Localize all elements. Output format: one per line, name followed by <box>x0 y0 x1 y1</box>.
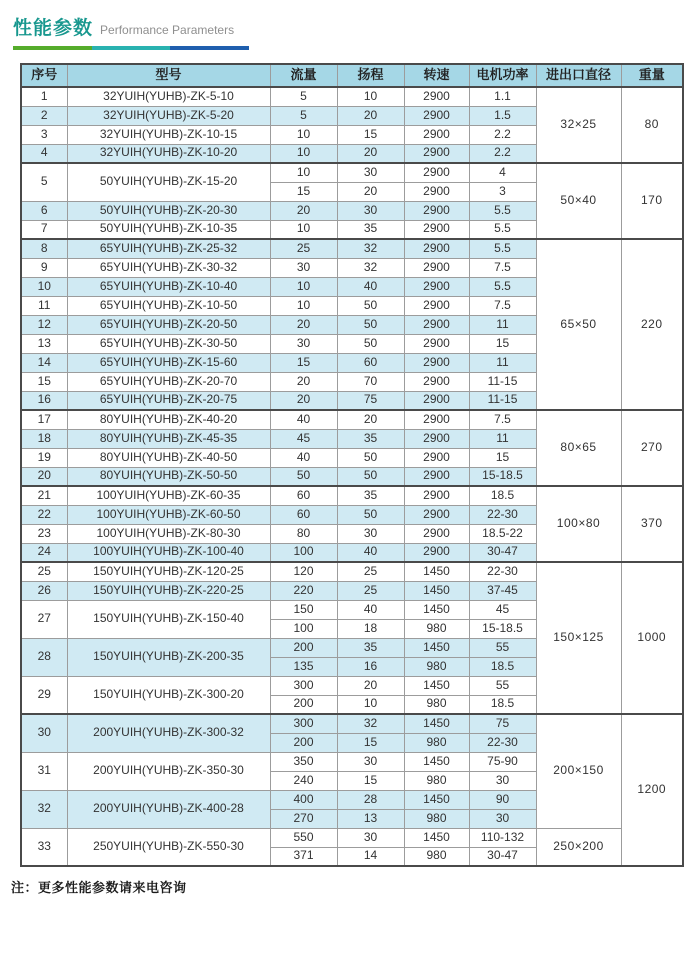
cell-power: 22-30 <box>469 562 536 581</box>
cell-flow: 10 <box>270 163 337 182</box>
cell-power: 11-15 <box>469 391 536 410</box>
cell-speed: 2900 <box>404 258 469 277</box>
cell-power: 15-18.5 <box>469 619 536 638</box>
cell-diameter: 150×125 <box>536 562 621 714</box>
cell-no: 32 <box>21 790 67 828</box>
cell-model: 80YUIH(YUHB)-ZK-50-50 <box>67 467 270 486</box>
cell-model: 65YUIH(YUHB)-ZK-25-32 <box>67 239 270 258</box>
cell-speed: 980 <box>404 733 469 752</box>
cell-flow: 80 <box>270 524 337 543</box>
cell-power: 30 <box>469 809 536 828</box>
cell-power: 11 <box>469 315 536 334</box>
cell-power: 1.5 <box>469 106 536 125</box>
cell-head: 50 <box>337 505 404 524</box>
cell-no: 9 <box>21 258 67 277</box>
cell-flow: 240 <box>270 771 337 790</box>
cell-no: 33 <box>21 828 67 866</box>
cell-speed: 2900 <box>404 410 469 429</box>
cell-flow: 400 <box>270 790 337 809</box>
cell-flow: 15 <box>270 182 337 201</box>
cell-no: 19 <box>21 448 67 467</box>
cell-flow: 270 <box>270 809 337 828</box>
cell-speed: 2900 <box>404 543 469 562</box>
cell-weight: 1000 <box>621 562 683 714</box>
bar-segment-blue <box>170 46 249 50</box>
cell-power: 5.5 <box>469 239 536 258</box>
cell-flow: 5 <box>270 87 337 106</box>
cell-head: 50 <box>337 334 404 353</box>
cell-power: 37-45 <box>469 581 536 600</box>
cell-no: 18 <box>21 429 67 448</box>
cell-head: 70 <box>337 372 404 391</box>
table-row <box>21 163 683 182</box>
cell-head: 30 <box>337 163 404 182</box>
cell-flow: 50 <box>270 467 337 486</box>
cell-model: 100YUIH(YUHB)-ZK-80-30 <box>67 524 270 543</box>
cell-flow: 150 <box>270 600 337 619</box>
cell-no: 4 <box>21 144 67 163</box>
cell-model: 100YUIH(YUHB)-ZK-60-50 <box>67 505 270 524</box>
cell-model: 65YUIH(YUHB)-ZK-20-75 <box>67 391 270 410</box>
cell-flow: 60 <box>270 505 337 524</box>
cell-head: 50 <box>337 296 404 315</box>
cell-head: 40 <box>337 277 404 296</box>
cell-flow: 120 <box>270 562 337 581</box>
cell-head: 20 <box>337 676 404 695</box>
cell-speed: 2900 <box>404 87 469 106</box>
cell-head: 18 <box>337 619 404 638</box>
cell-no: 12 <box>21 315 67 334</box>
cell-model: 65YUIH(YUHB)-ZK-15-60 <box>67 353 270 372</box>
page-title: 性能参数 <box>13 18 94 39</box>
cell-no: 23 <box>21 524 67 543</box>
cell-speed: 2900 <box>404 372 469 391</box>
cell-model: 65YUIH(YUHB)-ZK-20-50 <box>67 315 270 334</box>
header-cell-model: 型号 <box>67 64 270 87</box>
table-body <box>21 87 683 866</box>
cell-flow: 60 <box>270 486 337 505</box>
header-cell-diameter: 进出口直径 <box>536 64 621 87</box>
cell-speed: 1450 <box>404 638 469 657</box>
header-row <box>21 64 683 87</box>
cell-diameter: 50×40 <box>536 163 621 239</box>
cell-head: 30 <box>337 828 404 847</box>
header-cell-flow: 流量 <box>270 64 337 87</box>
cell-weight: 80 <box>621 87 683 163</box>
cell-speed: 980 <box>404 695 469 714</box>
cell-speed: 980 <box>404 619 469 638</box>
cell-no: 17 <box>21 410 67 429</box>
cell-power: 75-90 <box>469 752 536 771</box>
cell-model: 50YUIH(YUHB)-ZK-15-20 <box>67 163 270 201</box>
cell-power: 15-18.5 <box>469 467 536 486</box>
cell-flow: 10 <box>270 277 337 296</box>
cell-head: 40 <box>337 543 404 562</box>
cell-flow: 371 <box>270 847 337 866</box>
cell-speed: 2900 <box>404 296 469 315</box>
cell-flow: 100 <box>270 543 337 562</box>
table-row <box>21 486 683 505</box>
cell-power: 90 <box>469 790 536 809</box>
page-subtitle: Performance Parameters <box>100 23 235 37</box>
cell-model: 150YUIH(YUHB)-ZK-200-35 <box>67 638 270 676</box>
cell-model: 150YUIH(YUHB)-ZK-300-20 <box>67 676 270 714</box>
cell-speed: 980 <box>404 771 469 790</box>
cell-speed: 1450 <box>404 714 469 733</box>
cell-diameter: 80×65 <box>536 410 621 486</box>
cell-flow: 200 <box>270 733 337 752</box>
cell-speed: 2900 <box>404 106 469 125</box>
cell-head: 10 <box>337 695 404 714</box>
cell-power: 55 <box>469 676 536 695</box>
cell-diameter: 250×200 <box>536 828 621 866</box>
cell-no: 30 <box>21 714 67 752</box>
cell-head: 32 <box>337 258 404 277</box>
cell-no: 3 <box>21 125 67 144</box>
cell-speed: 2900 <box>404 429 469 448</box>
cell-flow: 200 <box>270 695 337 714</box>
cell-flow: 20 <box>270 372 337 391</box>
cell-speed: 2900 <box>404 467 469 486</box>
cell-power: 7.5 <box>469 258 536 277</box>
cell-flow: 30 <box>270 334 337 353</box>
cell-head: 50 <box>337 315 404 334</box>
cell-model: 200YUIH(YUHB)-ZK-350-30 <box>67 752 270 790</box>
table-row <box>21 410 683 429</box>
cell-weight: 270 <box>621 410 683 486</box>
cell-model: 150YUIH(YUHB)-ZK-220-25 <box>67 581 270 600</box>
cell-flow: 300 <box>270 676 337 695</box>
cell-power: 18.5 <box>469 695 536 714</box>
cell-power: 5.5 <box>469 201 536 220</box>
cell-power: 18.5-22 <box>469 524 536 543</box>
cell-model: 200YUIH(YUHB)-ZK-300-32 <box>67 714 270 752</box>
cell-no: 20 <box>21 467 67 486</box>
cell-flow: 40 <box>270 448 337 467</box>
cell-speed: 2900 <box>404 448 469 467</box>
cell-model: 65YUIH(YUHB)-ZK-30-50 <box>67 334 270 353</box>
cell-flow: 45 <box>270 429 337 448</box>
cell-power: 11 <box>469 429 536 448</box>
cell-power: 110-132 <box>469 828 536 847</box>
cell-head: 30 <box>337 201 404 220</box>
page-header <box>0 0 700 50</box>
cell-model: 65YUIH(YUHB)-ZK-10-40 <box>67 277 270 296</box>
cell-head: 25 <box>337 581 404 600</box>
cell-no: 8 <box>21 239 67 258</box>
cell-flow: 300 <box>270 714 337 733</box>
bar-segment-green <box>13 46 92 50</box>
cell-flow: 20 <box>270 201 337 220</box>
cell-no: 24 <box>21 543 67 562</box>
cell-head: 75 <box>337 391 404 410</box>
cell-no: 21 <box>21 486 67 505</box>
cell-power: 7.5 <box>469 296 536 315</box>
cell-model: 65YUIH(YUHB)-ZK-30-32 <box>67 258 270 277</box>
cell-no: 7 <box>21 220 67 239</box>
cell-no: 16 <box>21 391 67 410</box>
cell-flow: 5 <box>270 106 337 125</box>
cell-head: 20 <box>337 106 404 125</box>
cell-model: 80YUIH(YUHB)-ZK-45-35 <box>67 429 270 448</box>
cell-model: 250YUIH(YUHB)-ZK-550-30 <box>67 828 270 866</box>
cell-model: 100YUIH(YUHB)-ZK-60-35 <box>67 486 270 505</box>
cell-speed: 2900 <box>404 144 469 163</box>
cell-head: 30 <box>337 524 404 543</box>
cell-flow: 100 <box>270 619 337 638</box>
cell-flow: 200 <box>270 638 337 657</box>
cell-speed: 1450 <box>404 828 469 847</box>
cell-flow: 15 <box>270 353 337 372</box>
cell-head: 10 <box>337 87 404 106</box>
cell-power: 30-47 <box>469 847 536 866</box>
cell-speed: 1450 <box>404 562 469 581</box>
cell-model: 80YUIH(YUHB)-ZK-40-20 <box>67 410 270 429</box>
header-cell-head: 扬程 <box>337 64 404 87</box>
cell-no: 28 <box>21 638 67 676</box>
title-underline-bar <box>13 46 249 50</box>
cell-power: 5.5 <box>469 220 536 239</box>
cell-power: 18.5 <box>469 657 536 676</box>
cell-diameter: 200×150 <box>536 714 621 828</box>
cell-flow: 20 <box>270 391 337 410</box>
cell-no: 15 <box>21 372 67 391</box>
cell-model: 32YUIH(YUHB)-ZK-5-20 <box>67 106 270 125</box>
cell-head: 28 <box>337 790 404 809</box>
cell-head: 13 <box>337 809 404 828</box>
cell-flow: 10 <box>270 296 337 315</box>
cell-head: 35 <box>337 220 404 239</box>
cell-head: 16 <box>337 657 404 676</box>
cell-power: 4 <box>469 163 536 182</box>
cell-diameter: 100×80 <box>536 486 621 562</box>
cell-head: 25 <box>337 562 404 581</box>
cell-model: 100YUIH(YUHB)-ZK-100-40 <box>67 543 270 562</box>
cell-speed: 2900 <box>404 391 469 410</box>
footer-note: 注：更多性能参数请来电咨询 <box>11 880 187 895</box>
header-cell-speed: 转速 <box>404 64 469 87</box>
cell-no: 29 <box>21 676 67 714</box>
cell-no: 31 <box>21 752 67 790</box>
cell-speed: 980 <box>404 809 469 828</box>
cell-head: 15 <box>337 771 404 790</box>
cell-model: 32YUIH(YUHB)-ZK-10-20 <box>67 144 270 163</box>
cell-head: 30 <box>337 752 404 771</box>
cell-head: 50 <box>337 448 404 467</box>
cell-head: 35 <box>337 638 404 657</box>
cell-speed: 2900 <box>404 315 469 334</box>
cell-head: 15 <box>337 125 404 144</box>
cell-weight: 170 <box>621 163 683 239</box>
cell-flow: 10 <box>270 144 337 163</box>
table-row <box>21 562 683 581</box>
cell-head: 20 <box>337 410 404 429</box>
cell-weight: 370 <box>621 486 683 562</box>
cell-flow: 350 <box>270 752 337 771</box>
cell-flow: 10 <box>270 220 337 239</box>
cell-power: 45 <box>469 600 536 619</box>
cell-flow: 25 <box>270 239 337 258</box>
table-row <box>21 714 683 733</box>
cell-flow: 30 <box>270 258 337 277</box>
cell-no: 26 <box>21 581 67 600</box>
cell-speed: 2900 <box>404 524 469 543</box>
cell-speed: 2900 <box>404 201 469 220</box>
cell-head: 20 <box>337 144 404 163</box>
header-cell-no: 序号 <box>21 64 67 87</box>
cell-head: 14 <box>337 847 404 866</box>
cell-power: 75 <box>469 714 536 733</box>
cell-flow: 550 <box>270 828 337 847</box>
cell-speed: 1450 <box>404 676 469 695</box>
cell-weight: 1200 <box>621 714 683 866</box>
cell-speed: 2900 <box>404 182 469 201</box>
cell-power: 11 <box>469 353 536 372</box>
cell-speed: 2900 <box>404 239 469 258</box>
cell-speed: 2900 <box>404 163 469 182</box>
cell-model: 150YUIH(YUHB)-ZK-120-25 <box>67 562 270 581</box>
cell-head: 60 <box>337 353 404 372</box>
cell-flow: 10 <box>270 125 337 144</box>
cell-power: 18.5 <box>469 486 536 505</box>
cell-power: 15 <box>469 334 536 353</box>
cell-head: 32 <box>337 714 404 733</box>
cell-power: 2.2 <box>469 125 536 144</box>
cell-model: 32YUIH(YUHB)-ZK-5-10 <box>67 87 270 106</box>
cell-speed: 1450 <box>404 600 469 619</box>
cell-head: 50 <box>337 467 404 486</box>
cell-no: 11 <box>21 296 67 315</box>
cell-model: 200YUIH(YUHB)-ZK-400-28 <box>67 790 270 828</box>
cell-speed: 2900 <box>404 277 469 296</box>
cell-no: 14 <box>21 353 67 372</box>
parameters-table <box>20 63 684 867</box>
cell-model: 150YUIH(YUHB)-ZK-150-40 <box>67 600 270 638</box>
cell-flow: 135 <box>270 657 337 676</box>
cell-speed: 1450 <box>404 581 469 600</box>
cell-power: 11-15 <box>469 372 536 391</box>
cell-head: 20 <box>337 182 404 201</box>
cell-head: 35 <box>337 429 404 448</box>
cell-no: 1 <box>21 87 67 106</box>
cell-weight: 220 <box>621 239 683 410</box>
cell-head: 40 <box>337 600 404 619</box>
table-header <box>21 64 683 87</box>
cell-speed: 2900 <box>404 334 469 353</box>
cell-no: 13 <box>21 334 67 353</box>
cell-diameter: 65×50 <box>536 239 621 410</box>
cell-diameter: 32×25 <box>536 87 621 163</box>
cell-no: 25 <box>21 562 67 581</box>
cell-speed: 1450 <box>404 752 469 771</box>
cell-speed: 980 <box>404 847 469 866</box>
cell-speed: 980 <box>404 657 469 676</box>
cell-power: 5.5 <box>469 277 536 296</box>
cell-power: 1.1 <box>469 87 536 106</box>
cell-power: 22-30 <box>469 733 536 752</box>
table-row <box>21 87 683 106</box>
cell-power: 7.5 <box>469 410 536 429</box>
cell-model: 65YUIH(YUHB)-ZK-20-70 <box>67 372 270 391</box>
header-cell-power: 电机功率 <box>469 64 536 87</box>
cell-flow: 220 <box>270 581 337 600</box>
cell-no: 22 <box>21 505 67 524</box>
cell-no: 5 <box>21 163 67 201</box>
cell-speed: 1450 <box>404 790 469 809</box>
cell-speed: 2900 <box>404 505 469 524</box>
cell-no: 6 <box>21 201 67 220</box>
cell-power: 30-47 <box>469 543 536 562</box>
cell-power: 2.2 <box>469 144 536 163</box>
cell-no: 10 <box>21 277 67 296</box>
cell-head: 35 <box>337 486 404 505</box>
cell-head: 15 <box>337 733 404 752</box>
cell-power: 55 <box>469 638 536 657</box>
cell-power: 3 <box>469 182 536 201</box>
table-row <box>21 828 683 847</box>
cell-no: 2 <box>21 106 67 125</box>
cell-model: 50YUIH(YUHB)-ZK-10-35 <box>67 220 270 239</box>
cell-speed: 2900 <box>404 220 469 239</box>
header-cell-weight: 重量 <box>621 64 683 87</box>
cell-speed: 2900 <box>404 125 469 144</box>
cell-power: 30 <box>469 771 536 790</box>
cell-no: 27 <box>21 600 67 638</box>
cell-model: 32YUIH(YUHB)-ZK-10-15 <box>67 125 270 144</box>
cell-flow: 20 <box>270 315 337 334</box>
cell-power: 22-30 <box>469 505 536 524</box>
cell-model: 65YUIH(YUHB)-ZK-10-50 <box>67 296 270 315</box>
bar-segment-teal <box>92 46 171 50</box>
cell-speed: 2900 <box>404 486 469 505</box>
cell-model: 80YUIH(YUHB)-ZK-40-50 <box>67 448 270 467</box>
cell-power: 15 <box>469 448 536 467</box>
cell-model: 50YUIH(YUHB)-ZK-20-30 <box>67 201 270 220</box>
cell-head: 32 <box>337 239 404 258</box>
cell-speed: 2900 <box>404 353 469 372</box>
cell-flow: 40 <box>270 410 337 429</box>
table-row <box>21 239 683 258</box>
